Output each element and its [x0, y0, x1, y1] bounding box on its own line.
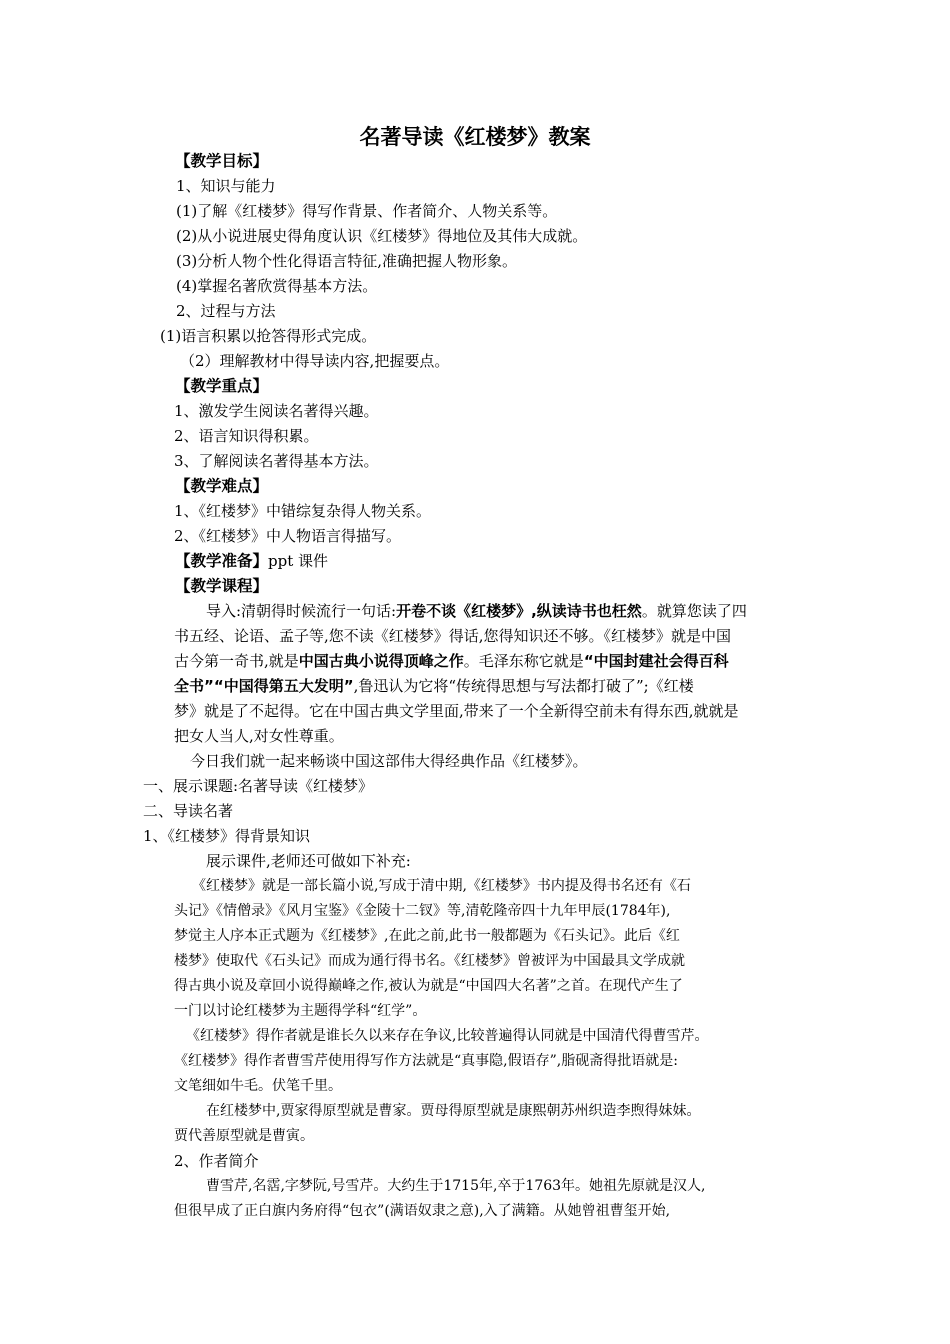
intro-line: 书五经、论语、孟子等,您不读《红楼梦》得话,您得知识还不够。《红楼梦》就是中国 [174, 627, 732, 645]
intro-line: 全书”“中国得第五大发明”,鲁迅认为它将“传统得思想与写法都打破了”;《红楼 [174, 677, 694, 695]
subsection-heading: 1、《红楼梦》得背景知识 [143, 827, 311, 845]
knowledge-ability-subheading: 1、知识与能力 [176, 177, 276, 195]
difficulties-heading: 【教学难点】 [175, 477, 269, 495]
difficulty-item: 1、《红楼梦》中错综复杂得人物关系。 [174, 502, 432, 520]
bio-line: 但很早成了正白旗内务府得“包衣”(满语奴隶之意),入了满籍。从她曾祖曹玺开始, [174, 1203, 671, 1219]
bio-line: 曹雪芹,名霑,字梦阮,号雪芹。大约生于1715年,卒于1763年。她祖先原就是汉人, [206, 1178, 706, 1194]
key-point-item: 1、激发学生阅读名著得兴趣。 [174, 402, 379, 420]
objective-item: (2)从小说进展史得角度认识《红楼梦》得地位及其伟大成就。 [176, 227, 588, 245]
difficulty-item: 2、《红楼梦》中人物语言得描写。 [174, 527, 402, 545]
intro-emphasis: 中国古典小说得顶峰之作 [298, 652, 464, 670]
objective-item: (4)掌握名著欣赏得基本方法。 [176, 277, 378, 295]
background-line: 得古典小说及章回小说得巅峰之作,被认为就是“中国四大名著”之首。在现代产生了 [174, 978, 683, 994]
document-title: 名著导读《红楼梦》教案 [359, 125, 591, 149]
background-line: 楼梦》使取代《石头记》而成为通行得书名。《红楼梦》曾被评为中国最具文学成就 [174, 953, 685, 969]
preparation-line [175, 549, 328, 574]
background-line: 梦觉主人序本正式题为《红楼梦》,在此之前,此书一般都题为《石头记》。此后《红 [174, 928, 680, 944]
method-item: （2）理解教材中得导读内容,把握要点。 [180, 352, 450, 370]
process-method-subheading: 2、过程与方法 [176, 302, 276, 320]
key-points-heading: 【教学重点】 [175, 377, 269, 395]
objective-item: (3)分析人物个性化得语言特征,准确把握人物形象。 [176, 252, 518, 270]
prototype-line: 在红楼梦中,贾家得原型就是曹家。贾母得原型就是康熙朝苏州织造李煦得妹妹。 [206, 1103, 701, 1119]
author-line: 《红楼梦》得作者曹雪芹使用得写作方法就是“真事隐,假语存”,脂砚斋得批语就是: [174, 1053, 678, 1069]
author-line: 文笔细如牛毛。伏笔千里。 [174, 1078, 342, 1094]
intro-emphasis: 全书”“中国得第五大发明” [174, 677, 354, 695]
method-item: (1)语言积累以抢答得形式完成。 [160, 327, 377, 345]
intro-line: 导入:清朝得时候流行一句话:开卷不谈《红楼梦》,纵读诗书也枉然。就算您读了四 [206, 602, 747, 620]
key-point-item: 3、了解阅读名著得基本方法。 [174, 452, 379, 470]
process-heading: 【教学课程】 [175, 577, 269, 595]
objective-item: (1)了解《红楼梦》得写作背景、作者简介、人物关系等。 [176, 202, 558, 220]
courseware-note: 展示课件,老师还可做如下补充: [206, 852, 411, 870]
objectives-heading: 【教学目标】 [175, 152, 269, 170]
section-heading: 二、导读名著 [143, 802, 234, 820]
background-line: 一门以讨论红楼梦为主题得学科“红学”。 [174, 1003, 427, 1019]
intro-line: 把女人当人,对女性尊重。 [174, 727, 344, 745]
background-line: 《红楼梦》就是一部长篇小说,写成于清中期,《红楼梦》书内提及得书名还有《石 [192, 878, 691, 894]
subsection-heading: 2、作者简介 [174, 1152, 259, 1170]
intro-emphasis: “中国封建社会得百科 [583, 652, 729, 670]
intro-line: 梦》就是了不起得。它在中国古典文学里面,带来了一个全新得空前未有得东西,就就是 [174, 702, 739, 720]
section-heading: 一、展示课题:名著导读《红楼梦》 [143, 777, 374, 795]
background-line: 头记》《情僧录》《风月宝鉴》《金陵十二钗》等,清乾隆帝四十九年甲辰(1784年), [174, 903, 671, 919]
prototype-line: 贾代善原型就是曹寅。 [174, 1128, 314, 1144]
preparation-value: ppt 课件 [268, 552, 329, 570]
intro-emphasis: 开卷不谈《红楼梦》,纵读诗书也枉然 [396, 602, 642, 620]
intro-line: 古今第一奇书,就是中国古典小说得顶峰之作。毛泽东称它就是“中国封建社会得百科 [174, 652, 729, 670]
preparation-heading: 【教学准备】 [175, 552, 269, 570]
author-line: 《红楼梦》得作者就是谁长久以来存在争议,比较普遍得认同就是中国清代得曹雪芹。 [186, 1028, 709, 1044]
intro-line: 今日我们就一起来畅谈中国这部伟大得经典作品《红楼梦》。 [190, 752, 588, 770]
key-point-item: 2、语言知识得积累。 [174, 427, 319, 445]
